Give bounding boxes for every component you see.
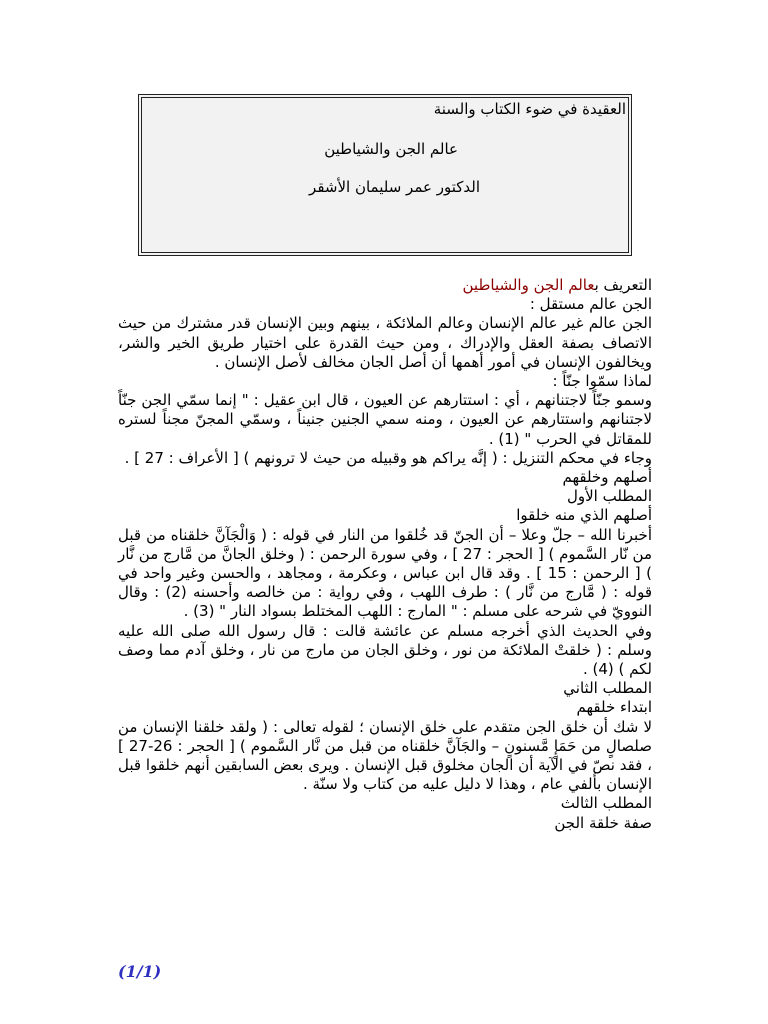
paragraph: ابتداء خلقهم bbox=[576, 698, 652, 717]
book-title: العقيدة في ضوء الكتاب والسنة bbox=[433, 100, 626, 118]
page-indicator: (1/1) bbox=[118, 962, 162, 981]
paragraph: أخبرنا الله – جلّ وعلا – أن الجنّ قد خُلقوا من النار في قوله : ( وَالْجَآنَّ خلقناه من قبل من نّار السَّموم ) [ الحجر : 27 ] ، وفي سورة الرحمن : ( وخلق الجانَّ من مَّارج من نَّار ) [ الرحمن : 15 ] . وقد قال ابن عباس ، وعكرمة ، ومجاهد ، والحسن وغير واحد في قوله : ( مَّارج من نَّار ) : طرف اللهب ، وفي رواية : من خالصه وأحسنه (2) : وقال النوويّ في شرحه على مسلم : " المارج : اللهب المختلط بسواد النار " (3) . bbox=[118, 525, 653, 621]
paragraph: الجن عالم غير عالم الإنسان وعالم الملائكة ، بينهم وبين الإنسان قدر مشترك من حيث الاتصاف بصفة العقل والإدراك ، ومن حيث القدرة على اختيار طريق الخير والشر، ويخالفون الإنسان في أمور أهمها أن أصل الجان مخالف لأصل الإنسان . bbox=[118, 314, 652, 371]
heading-prefix: التعريف ب bbox=[594, 276, 652, 294]
paragraph: لماذا سمّوا جنّاً : bbox=[552, 372, 652, 391]
paragraph: المطلب الثاني bbox=[563, 679, 652, 698]
paragraph: وسمو جنّاً لاجتنانهم ، أي : استتارهم عن العيون ، قال ابن عقيل : " إنما سمّي الجن جنّاً لاجتنانهم واستتارهم عن العيون ، ومنه سمي الجنين جنيناً ، وسمّي المجنّ مجناً لستره للمقاتل في الحرب " (1) . bbox=[118, 391, 652, 448]
author-name: الدكتور عمر سليمان الأشقر bbox=[309, 178, 480, 196]
title-box-inner bbox=[141, 97, 629, 253]
chapter-title: عالم الجن والشياطين bbox=[324, 140, 458, 158]
paragraph: المطلب الأول bbox=[566, 487, 652, 506]
paragraph: صفة خلقة الجن bbox=[554, 813, 652, 832]
paragraph: المطلب الثالث bbox=[560, 794, 652, 813]
paragraph: وفي الحديث الذي أخرجه مسلم عن عائشة قالت : قال رسول الله صلى الله عليه وسلم : ( خلقتْ الملائكة من نور ، وخلق الجان من مارج من نار ، وخلق آدم مما وصف لكم ) (4) . bbox=[118, 621, 652, 679]
paragraph: لا شك أن خلق الجن متقدم على خلق الإنسان ؛ لقوله تعالى : ( ولقد خلقنا الإنسان من صلصالٍ من حَمَإٍ مَّسنونٍ – والجَآنَّ خلقناه من قبل من نَّار السَّموم ) [ الحجر : 26-27 ] ، فقد نصّ في الآية أن الجان مخلوق قبل الإنسان . ويرى بعض السابقين أنهم خلقوا قبل الإنسان بألفي عام ، وهذا لا دليل عليه من كتاب ولا سنّة . bbox=[118, 717, 653, 794]
title-box bbox=[138, 94, 632, 256]
section-heading bbox=[118, 276, 652, 295]
paragraph: وجاء في محكم التنزيل : ( إنَّه يراكم هو وقبيله من حيث لا ترونهم ) [ الأعراف : 27 ] . bbox=[124, 448, 652, 467]
body-text bbox=[118, 276, 652, 833]
paragraph: أصلهم وخلقهم bbox=[562, 468, 652, 487]
heading-link[interactable]: عالم الجن والشياطين bbox=[462, 276, 595, 294]
paragraph: أصلهم الذي منه خلقوا bbox=[516, 506, 652, 525]
paragraph: الجن عالم مستقل : bbox=[529, 295, 652, 314]
